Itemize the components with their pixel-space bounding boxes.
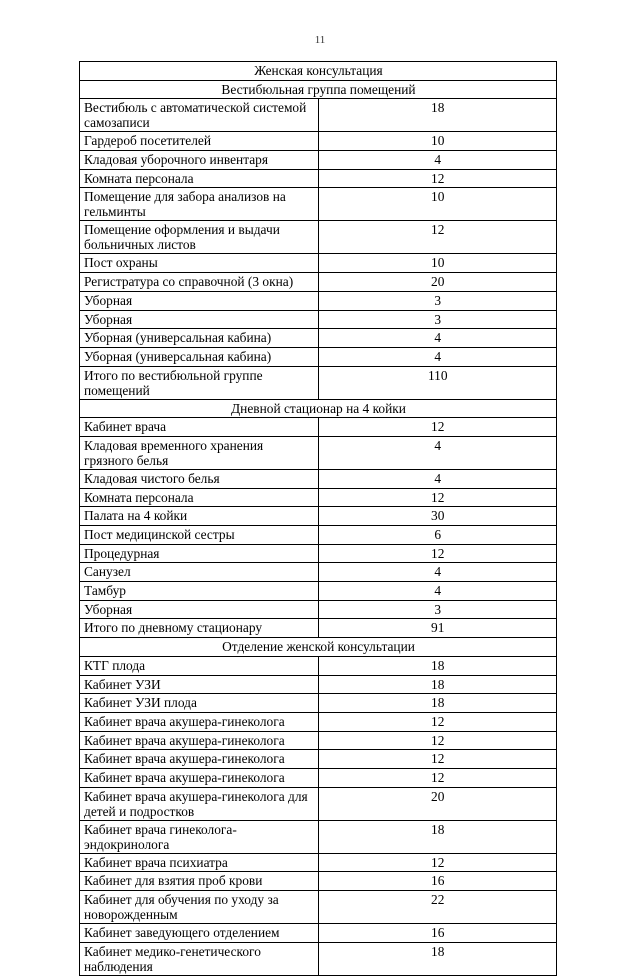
room-area-cell: 91 bbox=[318, 619, 557, 638]
room-name-cell: Пост медицинской сестры bbox=[80, 526, 319, 545]
room-area-cell: 20 bbox=[318, 273, 557, 292]
room-area-cell: 3 bbox=[318, 291, 557, 310]
table-title: Женская консультация bbox=[80, 62, 557, 81]
table-row bbox=[80, 366, 557, 399]
table-row bbox=[80, 469, 557, 488]
table-row bbox=[80, 169, 557, 188]
section-heading: Дневной стационар на 4 койки bbox=[80, 399, 557, 418]
room-name-cell: Кабинет медико-генетического наблюдения bbox=[80, 942, 319, 975]
room-name-cell: Кабинет врача акушера-гинеколога bbox=[80, 768, 319, 787]
room-area-cell: 4 bbox=[318, 469, 557, 488]
table-row bbox=[80, 563, 557, 582]
table-row bbox=[80, 418, 557, 437]
table-row bbox=[80, 731, 557, 750]
room-area-cell: 22 bbox=[318, 891, 557, 924]
room-name-cell: Комната персонала bbox=[80, 169, 319, 188]
table-row bbox=[80, 310, 557, 329]
room-area-cell: 18 bbox=[318, 694, 557, 713]
room-area-cell: 12 bbox=[318, 221, 557, 254]
room-name-cell: Кабинет врача акушера-гинеколога bbox=[80, 750, 319, 769]
room-name-cell: Процедурная bbox=[80, 544, 319, 563]
table-row bbox=[80, 675, 557, 694]
room-name-cell: Санузел bbox=[80, 563, 319, 582]
room-area-table bbox=[79, 61, 557, 976]
room-area-cell: 6 bbox=[318, 526, 557, 545]
table-row bbox=[80, 600, 557, 619]
table-row bbox=[80, 656, 557, 675]
room-area-cell: 12 bbox=[318, 768, 557, 787]
room-area-cell: 4 bbox=[318, 582, 557, 601]
room-name-cell: Уборная (универсальная кабина) bbox=[80, 329, 319, 348]
room-area-cell: 4 bbox=[318, 151, 557, 170]
room-name-cell: Кабинет врача акушера-гинеколога для детей и подростков bbox=[80, 787, 319, 820]
section-heading-row bbox=[80, 638, 557, 657]
room-name-cell: Кабинет УЗИ bbox=[80, 675, 319, 694]
room-area-cell: 12 bbox=[318, 488, 557, 507]
room-name-cell: Уборная bbox=[80, 600, 319, 619]
room-area-cell: 4 bbox=[318, 563, 557, 582]
room-name-cell: Уборная bbox=[80, 310, 319, 329]
room-name-cell: Пост охраны bbox=[80, 254, 319, 273]
table-row bbox=[80, 221, 557, 254]
room-area-cell: 18 bbox=[318, 820, 557, 853]
room-area-cell: 12 bbox=[318, 731, 557, 750]
room-area-cell: 10 bbox=[318, 132, 557, 151]
room-name-cell: Тамбур bbox=[80, 582, 319, 601]
table-row bbox=[80, 768, 557, 787]
room-name-cell: Кабинет УЗИ плода bbox=[80, 694, 319, 713]
room-area-cell: 12 bbox=[318, 712, 557, 731]
room-area-cell: 12 bbox=[318, 418, 557, 437]
room-name-cell: Регистратура со справочной (3 окна) bbox=[80, 273, 319, 292]
table-row bbox=[80, 132, 557, 151]
table-row bbox=[80, 924, 557, 943]
room-name-cell: Вестибюль с автоматической системой самозаписи bbox=[80, 99, 319, 132]
table-row bbox=[80, 872, 557, 891]
table-row bbox=[80, 787, 557, 820]
room-name-cell: Итого по дневному стационару bbox=[80, 619, 319, 638]
table-row bbox=[80, 942, 557, 975]
table-row bbox=[80, 712, 557, 731]
room-area-cell: 30 bbox=[318, 507, 557, 526]
room-area-cell: 18 bbox=[318, 656, 557, 675]
table-row bbox=[80, 488, 557, 507]
room-area-cell: 12 bbox=[318, 853, 557, 872]
room-area-cell: 12 bbox=[318, 544, 557, 563]
table-row bbox=[80, 151, 557, 170]
room-name-cell: Палата на 4 койки bbox=[80, 507, 319, 526]
table-row bbox=[80, 853, 557, 872]
table-row bbox=[80, 329, 557, 348]
table-row bbox=[80, 891, 557, 924]
table-row bbox=[80, 347, 557, 366]
room-area-cell: 3 bbox=[318, 600, 557, 619]
table-row bbox=[80, 436, 557, 469]
room-area-cell: 3 bbox=[318, 310, 557, 329]
room-area-cell: 16 bbox=[318, 872, 557, 891]
table-row bbox=[80, 254, 557, 273]
room-name-cell: Гардероб посетителей bbox=[80, 132, 319, 151]
room-name-cell: Кабинет врача акушера-гинеколога bbox=[80, 731, 319, 750]
table-row bbox=[80, 291, 557, 310]
table-row bbox=[80, 582, 557, 601]
room-name-cell: Кладовая временного хранения грязного белья bbox=[80, 436, 319, 469]
room-name-cell: КТГ плода bbox=[80, 656, 319, 675]
table-row bbox=[80, 750, 557, 769]
table-row bbox=[80, 507, 557, 526]
room-area-cell: 12 bbox=[318, 750, 557, 769]
table-row bbox=[80, 99, 557, 132]
room-name-cell: Кабинет заведующего отделением bbox=[80, 924, 319, 943]
room-name-cell: Комната персонала bbox=[80, 488, 319, 507]
table-row bbox=[80, 820, 557, 853]
section-heading: Вестибюльная группа помещений bbox=[80, 80, 557, 99]
room-area-cell: 18 bbox=[318, 675, 557, 694]
room-area-cell: 16 bbox=[318, 924, 557, 943]
room-area-cell: 4 bbox=[318, 436, 557, 469]
room-name-cell: Итого по вестибюльной группе помещений bbox=[80, 366, 319, 399]
room-area-cell: 4 bbox=[318, 329, 557, 348]
table-row bbox=[80, 526, 557, 545]
room-name-cell: Кабинет врача bbox=[80, 418, 319, 437]
room-area-cell: 10 bbox=[318, 254, 557, 273]
room-area-cell: 18 bbox=[318, 942, 557, 975]
table-row bbox=[80, 188, 557, 221]
room-area-cell: 110 bbox=[318, 366, 557, 399]
room-name-cell: Кладовая уборочного инвентаря bbox=[80, 151, 319, 170]
room-name-cell: Уборная (универсальная кабина) bbox=[80, 347, 319, 366]
room-area-cell: 4 bbox=[318, 347, 557, 366]
room-name-cell: Кабинет врача психиатра bbox=[80, 853, 319, 872]
table-title-row bbox=[80, 62, 557, 81]
table-body bbox=[80, 62, 557, 976]
page-number: 11 bbox=[314, 34, 326, 46]
table-row bbox=[80, 694, 557, 713]
section-heading-row bbox=[80, 80, 557, 99]
section-heading: Отделение женской консультации bbox=[80, 638, 557, 657]
room-name-cell: Кладовая чистого белья bbox=[80, 469, 319, 488]
room-area-cell: 18 bbox=[318, 99, 557, 132]
room-area-cell: 20 bbox=[318, 787, 557, 820]
section-heading-row bbox=[80, 399, 557, 418]
room-name-cell: Кабинет для обучения по уходу за новорожденным bbox=[80, 891, 319, 924]
room-name-cell: Кабинет врача акушера-гинеколога bbox=[80, 712, 319, 731]
room-name-cell: Помещение для забора анализов на гельминты bbox=[80, 188, 319, 221]
table-row bbox=[80, 273, 557, 292]
table-row bbox=[80, 544, 557, 563]
table-row bbox=[80, 619, 557, 638]
room-area-cell: 12 bbox=[318, 169, 557, 188]
room-name-cell: Кабинет для взятия проб крови bbox=[80, 872, 319, 891]
room-name-cell: Кабинет врача гинеколога-эндокринолога bbox=[80, 820, 319, 853]
room-name-cell: Помещение оформления и выдачи больничных листов bbox=[80, 221, 319, 254]
room-name-cell: Уборная bbox=[80, 291, 319, 310]
room-area-cell: 10 bbox=[318, 188, 557, 221]
